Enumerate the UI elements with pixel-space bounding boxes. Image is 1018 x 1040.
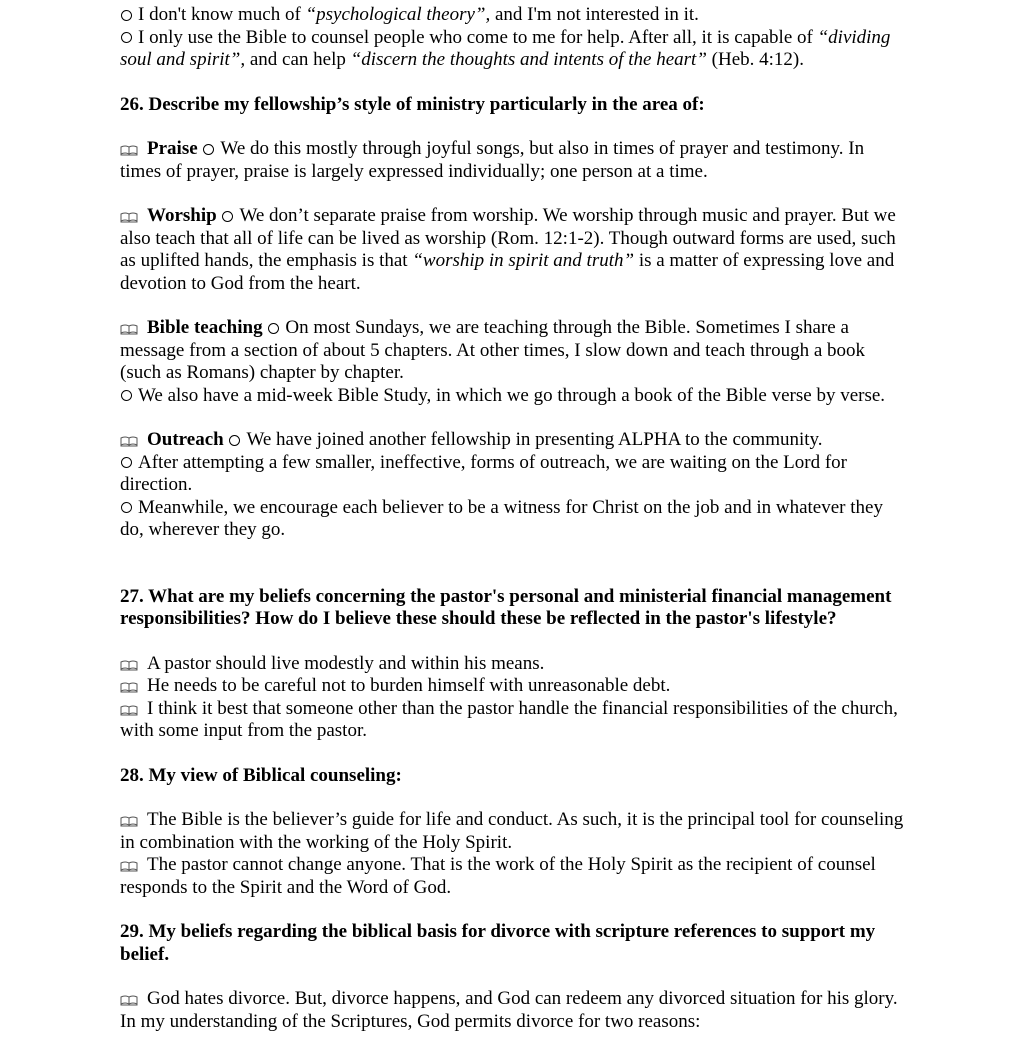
hollow-circle-bullet-icon xyxy=(121,390,132,401)
open-book-icon xyxy=(120,435,138,447)
open-book-icon xyxy=(120,659,138,671)
hollow-circle-bullet-icon xyxy=(222,211,233,222)
question-27-heading: 27. What are my beliefs concerning the pastor's personal and ministerial financial management responsibilities? How do I believe these should these be reflected in the pastor's lifestyle? xyxy=(120,585,892,629)
praise-label: Praise xyxy=(147,138,198,159)
bible-teaching-paragraph: Bible teaching On most Sundays, we are teaching through the Bible. Sometimes I share a message from a section of about 5 chapters. At other times, I slow down and teach through a book (such as Romans) chapter by chapter. xyxy=(120,317,866,383)
document-page xyxy=(120,4,910,1033)
open-book-icon xyxy=(120,323,138,335)
q27-item-3: I think it best that someone other than the pastor handle the financial responsibilities of the church, with some input from the pastor. xyxy=(120,697,898,741)
question-29-heading: 29. My beliefs regarding the biblical basis for divorce with scripture references to support my belief. xyxy=(120,921,876,965)
open-book-icon xyxy=(120,144,138,156)
q28-item-2: The pastor cannot change anyone. That is the work of the Holy Spirit as the recipient of counsel responds to the Spirit and the Word of God. xyxy=(120,854,876,898)
question-26-heading: 26. Describe my fellowship’s style of ministry particularly in the area of: xyxy=(120,93,705,115)
hollow-circle-bullet-icon xyxy=(203,144,214,155)
bullet-psych-theory: I don't know much of “psychological theory”, and I'm not interested in it. xyxy=(120,4,910,27)
open-book-icon xyxy=(120,681,138,693)
bible-teaching-label: Bible teaching xyxy=(147,317,263,338)
q28-item-1: The Bible is the believer’s guide for life and conduct. As such, it is the principal tool for counseling in combination with the working of the Holy Spirit. xyxy=(120,809,904,853)
outreach-paragraph: Outreach We have joined another fellowship in presenting ALPHA to the community. xyxy=(120,429,910,452)
praise-paragraph: Praise We do this mostly through joyful songs, but also in times of prayer and testimony. In times of prayer, praise is largely expressed individually; one person at a time. xyxy=(120,138,865,182)
q27-item-1: A pastor should live modestly and within his means. xyxy=(120,653,910,676)
open-book-icon xyxy=(120,704,138,716)
question-28-heading: 28. My view of Biblical counseling: xyxy=(120,764,402,786)
hollow-circle-bullet-icon xyxy=(121,10,132,21)
bullet-bible-counsel: I only use the Bible to counsel people who come to me for help. After all, it is capable of “dividing soul and spirit”, and can help “discern the thoughts and intents of the heart” (Heb. 4:12). xyxy=(120,26,891,70)
outreach-label: Outreach xyxy=(147,429,224,450)
open-book-icon xyxy=(120,211,138,223)
hollow-circle-bullet-icon xyxy=(121,457,132,468)
worship-paragraph: Worship We don’t separate praise from worship. We worship through music and prayer. But we also teach that all of life can be lived as worship (Rom. 12:1-2). Though outward forms are used, such as uplifted hands, the emphasis is that “worship in spirit and truth” is a matter of expressing love and devotion to God from the heart. xyxy=(120,205,896,294)
worship-label: Worship xyxy=(147,205,217,226)
outreach-bullet-1: After attempting a few smaller, ineffective, forms of outreach, we are waiting on the Lord for direction. xyxy=(120,451,848,495)
q27-item-2: He needs to be careful not to burden himself with unreasonable debt. xyxy=(120,675,910,698)
bible-study-bullet: We also have a mid-week Bible Study, in which we go through a book of the Bible verse by verse. xyxy=(120,385,910,408)
outreach-bullet-2: Meanwhile, we encourage each believer to be a witness for Christ on the job and in whatever they do, wherever they go. xyxy=(120,496,883,540)
open-book-icon xyxy=(120,860,138,872)
hollow-circle-bullet-icon xyxy=(121,32,132,43)
q29-item-1: God hates divorce. But, divorce happens, and God can redeem any divorced situation for his glory. In my understanding of the Scriptures, God permits divorce for two reasons: xyxy=(120,988,898,1032)
open-book-icon xyxy=(120,815,138,827)
hollow-circle-bullet-icon xyxy=(229,435,240,446)
hollow-circle-bullet-icon xyxy=(121,502,132,513)
hollow-circle-bullet-icon xyxy=(268,323,279,334)
open-book-icon xyxy=(120,994,138,1006)
